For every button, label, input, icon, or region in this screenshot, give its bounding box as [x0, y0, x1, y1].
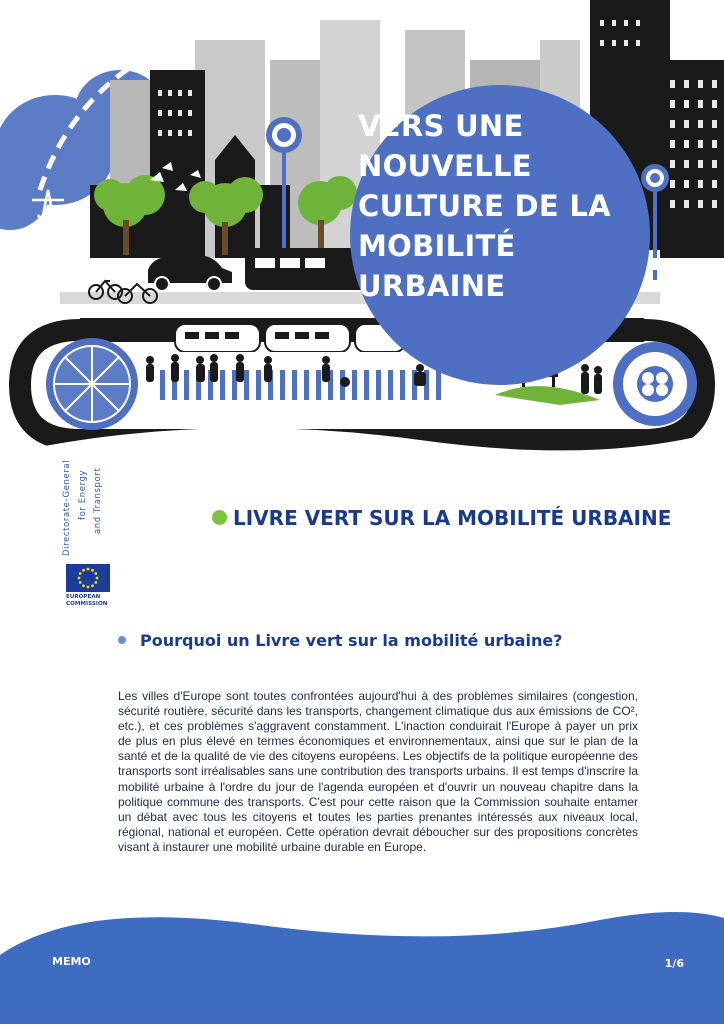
page-number: 1/6	[664, 957, 684, 970]
hero-title-line: CULTURE DE LA	[358, 189, 611, 223]
dg-name-block	[60, 448, 112, 556]
hero-illustration	[0, 0, 724, 470]
dg-tren-logo	[60, 448, 116, 608]
eu-stars-icon	[66, 564, 110, 592]
hero-title-line: MOBILITÉ	[358, 229, 516, 263]
hero-title-line: URBAINE	[358, 269, 506, 303]
memo-label: MEMO	[52, 955, 91, 968]
dg-line: for Energy	[78, 469, 88, 520]
section-heading-text: Pourquoi un Livre vert sur la mobilité urbaine?	[140, 631, 563, 650]
ec-line: COMMISSION	[66, 600, 108, 607]
blue-bullet-icon	[118, 636, 126, 644]
ec-line: EUROPEAN	[66, 594, 101, 600]
footer-wave	[0, 900, 724, 1024]
hero-title	[358, 106, 628, 366]
ec-label	[66, 594, 107, 607]
eu-flag-icon	[66, 564, 110, 592]
main-heading	[212, 506, 671, 530]
section-heading	[118, 631, 562, 650]
green-bullet-icon	[212, 510, 227, 525]
main-heading-text: LIVRE VERT SUR LA MOBILITÉ URBAINE	[233, 506, 672, 530]
body-paragraph: Les villes d'Europe sont toutes confrontées aujourd'hui à des problèmes similaires (congestion, sécurité routière, sécurité dans les transports, changement climatique dus aux émissions de CO², etc.), et ces problèmes s'aggravent constamment. L'inaction conduirait l'Europe à payer un prix de plus en plus élevé en termes économiques et environnementaux, ainsi que sur le plan de la santé et de la qualité de vie des citoyens européens. Les objectifs de la politique européenne des transports sont irréalisables sans une contribution des transports urbains. Il est temps d'inscrire la mobilité urbaine à l'ordre du jour de l'agenda européen et d'ouvrir un nouveau chapitre dans la politique commune des transports. C'est pour cette raison que la Commission souhaite entamer un débat avec tous les citoyens et toutes les parties prenantes intéressés aux niveaux local, régional, national et européen. Cette opération devrait déboucher sur des propositions concrètes visant à instaurer une mobilité urbaine durable en Europe.	[118, 689, 638, 854]
hero-title-line: NOUVELLE	[358, 149, 532, 183]
footer-wave-shape	[0, 900, 724, 1024]
hero-title-line: VERS UNE	[358, 109, 524, 143]
dg-line: and Transport	[93, 467, 103, 534]
dg-line: Directorate-General	[62, 459, 72, 556]
